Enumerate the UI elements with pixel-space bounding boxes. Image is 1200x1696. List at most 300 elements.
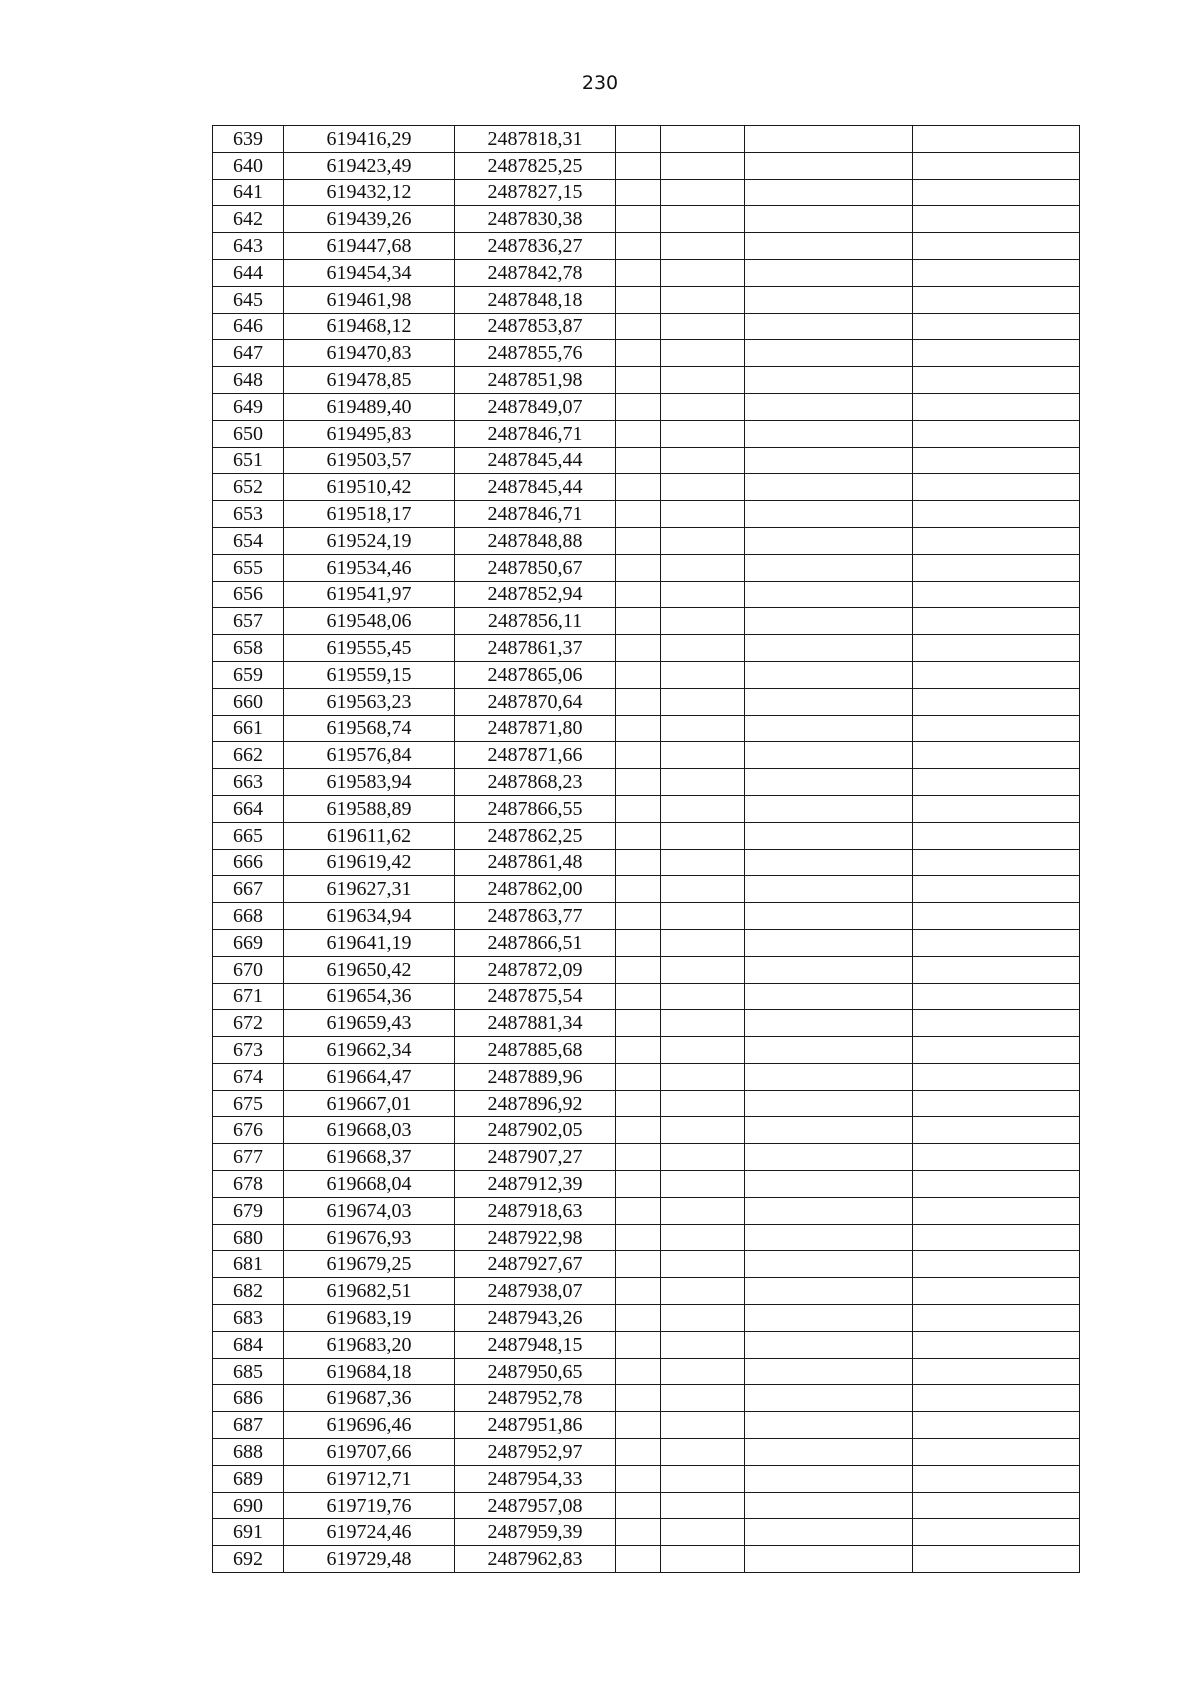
x-coordinate-cell: 619674,03 <box>284 1197 455 1224</box>
x-coordinate-cell: 619489,40 <box>284 393 455 420</box>
point-number-cell: 643 <box>213 233 284 260</box>
empty-cell <box>616 1224 661 1251</box>
y-coordinate-cell: 2487889,96 <box>455 1063 616 1090</box>
x-coordinate-cell: 619719,76 <box>284 1492 455 1519</box>
empty-cell <box>745 1492 913 1519</box>
x-coordinate-cell: 619559,15 <box>284 661 455 688</box>
point-number-cell: 685 <box>213 1358 284 1385</box>
table-row <box>213 1305 1080 1332</box>
empty-cell <box>661 822 745 849</box>
empty-cell <box>745 1063 913 1090</box>
empty-cell <box>616 1117 661 1144</box>
y-coordinate-cell: 2487842,78 <box>455 259 616 286</box>
empty-cell <box>745 1197 913 1224</box>
empty-cell <box>616 849 661 876</box>
empty-cell <box>616 1385 661 1412</box>
y-coordinate-cell: 2487959,39 <box>455 1519 616 1546</box>
empty-cell <box>913 367 1080 394</box>
y-coordinate-cell: 2487938,07 <box>455 1278 616 1305</box>
empty-cell <box>661 1037 745 1064</box>
empty-cell <box>913 313 1080 340</box>
empty-cell <box>913 608 1080 635</box>
point-number-cell: 657 <box>213 608 284 635</box>
empty-cell <box>616 608 661 635</box>
empty-cell <box>913 1385 1080 1412</box>
x-coordinate-cell: 619667,01 <box>284 1090 455 1117</box>
y-coordinate-cell: 2487907,27 <box>455 1144 616 1171</box>
point-number-cell: 682 <box>213 1278 284 1305</box>
empty-cell <box>616 1037 661 1064</box>
empty-cell <box>616 1358 661 1385</box>
point-number-cell: 683 <box>213 1305 284 1332</box>
point-number-cell: 651 <box>213 447 284 474</box>
table-row <box>213 983 1080 1010</box>
point-number-cell: 647 <box>213 340 284 367</box>
x-coordinate-cell: 619611,62 <box>284 822 455 849</box>
empty-cell <box>661 447 745 474</box>
empty-cell <box>616 795 661 822</box>
table-row <box>213 795 1080 822</box>
table-row <box>213 393 1080 420</box>
point-number-cell: 650 <box>213 420 284 447</box>
empty-cell <box>661 1171 745 1198</box>
empty-cell <box>745 1117 913 1144</box>
x-coordinate-cell: 619563,23 <box>284 688 455 715</box>
point-number-cell: 640 <box>213 152 284 179</box>
y-coordinate-cell: 2487846,71 <box>455 420 616 447</box>
point-number-cell: 661 <box>213 715 284 742</box>
table-row <box>213 367 1080 394</box>
y-coordinate-cell: 2487861,37 <box>455 635 616 662</box>
x-coordinate-cell: 619679,25 <box>284 1251 455 1278</box>
y-coordinate-cell: 2487845,44 <box>455 474 616 501</box>
point-number-cell: 674 <box>213 1063 284 1090</box>
x-coordinate-cell: 619684,18 <box>284 1358 455 1385</box>
empty-cell <box>616 1412 661 1439</box>
empty-cell <box>745 769 913 796</box>
table-row <box>213 179 1080 206</box>
point-number-cell: 641 <box>213 179 284 206</box>
y-coordinate-cell: 2487850,67 <box>455 554 616 581</box>
empty-cell <box>913 1224 1080 1251</box>
x-coordinate-cell: 619439,26 <box>284 206 455 233</box>
empty-cell <box>745 1278 913 1305</box>
empty-cell <box>745 608 913 635</box>
empty-cell <box>913 635 1080 662</box>
x-coordinate-cell: 619541,97 <box>284 581 455 608</box>
x-coordinate-cell: 619548,06 <box>284 608 455 635</box>
x-coordinate-cell: 619416,29 <box>284 126 455 153</box>
empty-cell <box>661 340 745 367</box>
empty-cell <box>745 1519 913 1546</box>
empty-cell <box>616 1251 661 1278</box>
empty-cell <box>913 233 1080 260</box>
empty-cell <box>661 1117 745 1144</box>
point-number-cell: 655 <box>213 554 284 581</box>
y-coordinate-cell: 2487866,51 <box>455 929 616 956</box>
empty-cell <box>745 126 913 153</box>
empty-cell <box>913 1305 1080 1332</box>
table-row <box>213 1546 1080 1573</box>
empty-cell <box>745 1412 913 1439</box>
empty-cell <box>616 501 661 528</box>
empty-cell <box>745 1171 913 1198</box>
empty-cell <box>745 1010 913 1037</box>
empty-cell <box>661 1197 745 1224</box>
empty-cell <box>661 742 745 769</box>
empty-cell <box>745 849 913 876</box>
empty-cell <box>913 420 1080 447</box>
y-coordinate-cell: 2487927,67 <box>455 1251 616 1278</box>
x-coordinate-cell: 619659,43 <box>284 1010 455 1037</box>
empty-cell <box>616 581 661 608</box>
empty-cell <box>913 1171 1080 1198</box>
empty-cell <box>745 1037 913 1064</box>
empty-cell <box>661 795 745 822</box>
empty-cell <box>661 1465 745 1492</box>
y-coordinate-cell: 2487862,25 <box>455 822 616 849</box>
empty-cell <box>616 367 661 394</box>
empty-cell <box>661 1519 745 1546</box>
table-row <box>213 259 1080 286</box>
empty-cell <box>745 795 913 822</box>
table-row <box>213 1144 1080 1171</box>
empty-cell <box>661 1546 745 1573</box>
empty-cell <box>616 474 661 501</box>
y-coordinate-cell: 2487827,15 <box>455 179 616 206</box>
table-row <box>213 608 1080 635</box>
x-coordinate-cell: 619683,19 <box>284 1305 455 1332</box>
table-row <box>213 929 1080 956</box>
empty-cell <box>745 367 913 394</box>
table-row <box>213 1492 1080 1519</box>
x-coordinate-cell: 619583,94 <box>284 769 455 796</box>
y-coordinate-cell: 2487853,87 <box>455 313 616 340</box>
point-number-cell: 687 <box>213 1412 284 1439</box>
empty-cell <box>616 206 661 233</box>
point-number-cell: 667 <box>213 876 284 903</box>
y-coordinate-cell: 2487952,97 <box>455 1439 616 1466</box>
empty-cell <box>913 447 1080 474</box>
point-number-cell: 659 <box>213 661 284 688</box>
y-coordinate-cell: 2487845,44 <box>455 447 616 474</box>
empty-cell <box>913 474 1080 501</box>
x-coordinate-cell: 619682,51 <box>284 1278 455 1305</box>
empty-cell <box>745 420 913 447</box>
empty-cell <box>745 929 913 956</box>
empty-cell <box>913 822 1080 849</box>
table-body <box>213 126 1080 1573</box>
x-coordinate-cell: 619729,48 <box>284 1546 455 1573</box>
point-number-cell: 639 <box>213 126 284 153</box>
y-coordinate-cell: 2487856,11 <box>455 608 616 635</box>
empty-cell <box>913 956 1080 983</box>
point-number-cell: 645 <box>213 286 284 313</box>
table-row <box>213 635 1080 662</box>
x-coordinate-cell: 619495,83 <box>284 420 455 447</box>
y-coordinate-cell: 2487848,88 <box>455 527 616 554</box>
empty-cell <box>913 1037 1080 1064</box>
empty-cell <box>616 1171 661 1198</box>
x-coordinate-cell: 619568,74 <box>284 715 455 742</box>
point-number-cell: 679 <box>213 1197 284 1224</box>
empty-cell <box>616 769 661 796</box>
empty-cell <box>913 581 1080 608</box>
empty-cell <box>745 1439 913 1466</box>
point-number-cell: 663 <box>213 769 284 796</box>
empty-cell <box>745 1546 913 1573</box>
empty-cell <box>745 554 913 581</box>
point-number-cell: 644 <box>213 259 284 286</box>
empty-cell <box>745 688 913 715</box>
x-coordinate-cell: 619468,12 <box>284 313 455 340</box>
x-coordinate-cell: 619664,47 <box>284 1063 455 1090</box>
empty-cell <box>616 661 661 688</box>
table-row <box>213 447 1080 474</box>
empty-cell <box>745 715 913 742</box>
table-row <box>213 313 1080 340</box>
x-coordinate-cell: 619524,19 <box>284 527 455 554</box>
y-coordinate-cell: 2487952,78 <box>455 1385 616 1412</box>
empty-cell <box>745 903 913 930</box>
empty-cell <box>616 393 661 420</box>
empty-cell <box>616 715 661 742</box>
empty-cell <box>913 393 1080 420</box>
empty-cell <box>616 286 661 313</box>
y-coordinate-cell: 2487902,05 <box>455 1117 616 1144</box>
empty-cell <box>661 715 745 742</box>
table-row <box>213 1197 1080 1224</box>
table-row <box>213 903 1080 930</box>
point-number-cell: 681 <box>213 1251 284 1278</box>
table-row <box>213 527 1080 554</box>
y-coordinate-cell: 2487954,33 <box>455 1465 616 1492</box>
table-row <box>213 501 1080 528</box>
empty-cell <box>913 206 1080 233</box>
table-row <box>213 1465 1080 1492</box>
table-row <box>213 876 1080 903</box>
empty-cell <box>745 822 913 849</box>
empty-cell <box>913 1465 1080 1492</box>
empty-cell <box>913 1251 1080 1278</box>
empty-cell <box>661 1331 745 1358</box>
y-coordinate-cell: 2487830,38 <box>455 206 616 233</box>
table-row <box>213 420 1080 447</box>
empty-cell <box>661 206 745 233</box>
empty-cell <box>616 313 661 340</box>
empty-cell <box>661 420 745 447</box>
table-row <box>213 1171 1080 1198</box>
empty-cell <box>745 1385 913 1412</box>
point-number-cell: 671 <box>213 983 284 1010</box>
table-row <box>213 1117 1080 1144</box>
empty-cell <box>616 1492 661 1519</box>
empty-cell <box>661 1224 745 1251</box>
x-coordinate-cell: 619534,46 <box>284 554 455 581</box>
empty-cell <box>745 1331 913 1358</box>
empty-cell <box>616 179 661 206</box>
empty-cell <box>913 259 1080 286</box>
table-row <box>213 1358 1080 1385</box>
empty-cell <box>661 635 745 662</box>
point-number-cell: 648 <box>213 367 284 394</box>
table-row <box>213 822 1080 849</box>
table-row <box>213 1385 1080 1412</box>
empty-cell <box>745 179 913 206</box>
point-number-cell: 654 <box>213 527 284 554</box>
x-coordinate-cell: 619423,49 <box>284 152 455 179</box>
empty-cell <box>745 233 913 260</box>
empty-cell <box>913 340 1080 367</box>
table-row <box>213 581 1080 608</box>
empty-cell <box>745 983 913 1010</box>
y-coordinate-cell: 2487872,09 <box>455 956 616 983</box>
point-number-cell: 688 <box>213 1439 284 1466</box>
x-coordinate-cell: 619654,36 <box>284 983 455 1010</box>
y-coordinate-cell: 2487943,26 <box>455 1305 616 1332</box>
page-number: 230 <box>581 72 619 94</box>
empty-cell <box>661 1412 745 1439</box>
empty-cell <box>616 1465 661 1492</box>
x-coordinate-cell: 619668,04 <box>284 1171 455 1198</box>
empty-cell <box>913 527 1080 554</box>
empty-cell <box>661 849 745 876</box>
empty-cell <box>745 447 913 474</box>
point-number-cell: 670 <box>213 956 284 983</box>
point-number-cell: 676 <box>213 1117 284 1144</box>
x-coordinate-cell: 619712,71 <box>284 1465 455 1492</box>
empty-cell <box>913 1144 1080 1171</box>
empty-cell <box>913 1439 1080 1466</box>
empty-cell <box>616 1197 661 1224</box>
empty-cell <box>661 1305 745 1332</box>
empty-cell <box>745 635 913 662</box>
table-row <box>213 152 1080 179</box>
empty-cell <box>616 1144 661 1171</box>
x-coordinate-cell: 619432,12 <box>284 179 455 206</box>
point-number-cell: 646 <box>213 313 284 340</box>
empty-cell <box>913 795 1080 822</box>
table-row <box>213 1278 1080 1305</box>
point-number-cell: 677 <box>213 1144 284 1171</box>
empty-cell <box>745 1090 913 1117</box>
x-coordinate-cell: 619676,93 <box>284 1224 455 1251</box>
empty-cell <box>661 179 745 206</box>
empty-cell <box>616 1546 661 1573</box>
empty-cell <box>913 1358 1080 1385</box>
y-coordinate-cell: 2487846,71 <box>455 501 616 528</box>
empty-cell <box>661 983 745 1010</box>
empty-cell <box>745 152 913 179</box>
y-coordinate-cell: 2487885,68 <box>455 1037 616 1064</box>
empty-cell <box>913 742 1080 769</box>
empty-cell <box>661 233 745 260</box>
empty-cell <box>661 581 745 608</box>
empty-cell <box>616 1519 661 1546</box>
x-coordinate-cell: 619668,03 <box>284 1117 455 1144</box>
empty-cell <box>745 501 913 528</box>
empty-cell <box>616 340 661 367</box>
y-coordinate-cell: 2487868,23 <box>455 769 616 796</box>
x-coordinate-cell: 619696,46 <box>284 1412 455 1439</box>
x-coordinate-cell: 619707,66 <box>284 1439 455 1466</box>
table-row <box>213 1090 1080 1117</box>
empty-cell <box>661 688 745 715</box>
empty-cell <box>913 1117 1080 1144</box>
x-coordinate-cell: 619619,42 <box>284 849 455 876</box>
empty-cell <box>661 501 745 528</box>
x-coordinate-cell: 619687,36 <box>284 1385 455 1412</box>
empty-cell <box>616 420 661 447</box>
point-number-cell: 662 <box>213 742 284 769</box>
empty-cell <box>913 1010 1080 1037</box>
empty-cell <box>661 367 745 394</box>
empty-cell <box>913 715 1080 742</box>
empty-cell <box>745 742 913 769</box>
table-row <box>213 1224 1080 1251</box>
empty-cell <box>913 1519 1080 1546</box>
empty-cell <box>913 876 1080 903</box>
x-coordinate-cell: 619510,42 <box>284 474 455 501</box>
empty-cell <box>913 179 1080 206</box>
empty-cell <box>913 1063 1080 1090</box>
y-coordinate-cell: 2487865,06 <box>455 661 616 688</box>
table-row <box>213 1037 1080 1064</box>
empty-cell <box>913 1197 1080 1224</box>
y-coordinate-cell: 2487950,65 <box>455 1358 616 1385</box>
empty-cell <box>616 1063 661 1090</box>
empty-cell <box>745 1305 913 1332</box>
empty-cell <box>661 608 745 635</box>
empty-cell <box>661 474 745 501</box>
empty-cell <box>616 983 661 1010</box>
y-coordinate-cell: 2487852,94 <box>455 581 616 608</box>
table-row <box>213 849 1080 876</box>
y-coordinate-cell: 2487849,07 <box>455 393 616 420</box>
empty-cell <box>616 1090 661 1117</box>
point-number-cell: 678 <box>213 1171 284 1198</box>
table-row <box>213 1519 1080 1546</box>
point-number-cell: 664 <box>213 795 284 822</box>
x-coordinate-cell: 619454,34 <box>284 259 455 286</box>
empty-cell <box>661 1251 745 1278</box>
table-row <box>213 554 1080 581</box>
empty-cell <box>616 1439 661 1466</box>
empty-cell <box>616 554 661 581</box>
y-coordinate-cell: 2487957,08 <box>455 1492 616 1519</box>
x-coordinate-cell: 619588,89 <box>284 795 455 822</box>
point-number-cell: 666 <box>213 849 284 876</box>
empty-cell <box>616 929 661 956</box>
x-coordinate-cell: 619555,45 <box>284 635 455 662</box>
empty-cell <box>745 876 913 903</box>
point-number-cell: 691 <box>213 1519 284 1546</box>
table-row <box>213 1439 1080 1466</box>
empty-cell <box>913 1090 1080 1117</box>
table-row <box>213 688 1080 715</box>
table-row <box>213 715 1080 742</box>
y-coordinate-cell: 2487871,80 <box>455 715 616 742</box>
table-row <box>213 1331 1080 1358</box>
empty-cell <box>661 1144 745 1171</box>
empty-cell <box>616 742 661 769</box>
empty-cell <box>661 769 745 796</box>
x-coordinate-cell: 619518,17 <box>284 501 455 528</box>
table-row <box>213 1063 1080 1090</box>
empty-cell <box>616 259 661 286</box>
table-row <box>213 126 1080 153</box>
table-row <box>213 661 1080 688</box>
